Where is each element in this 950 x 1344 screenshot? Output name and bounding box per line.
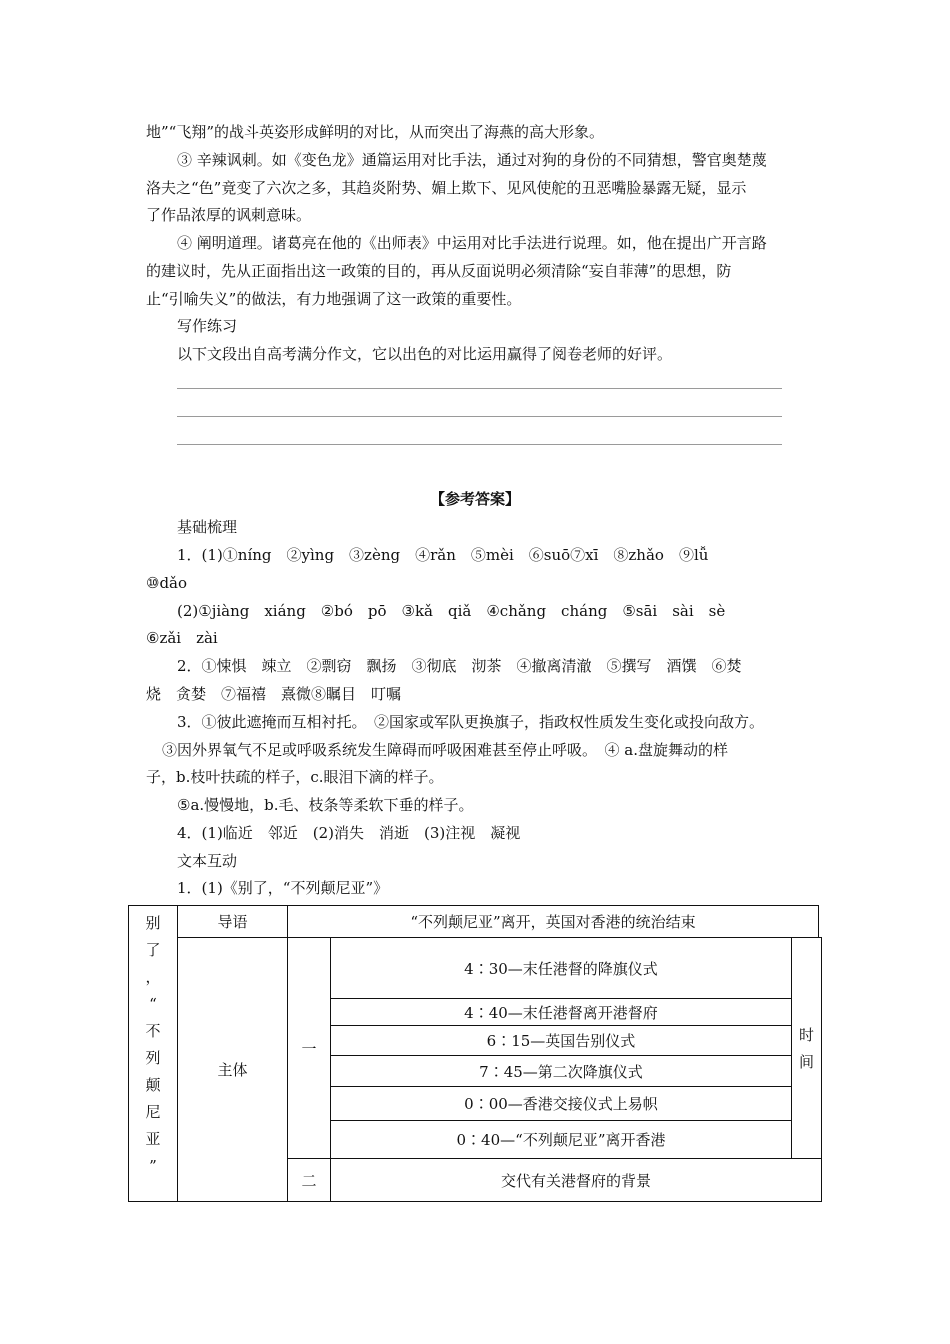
blank-line bbox=[177, 444, 782, 445]
intro-text-cell bbox=[287, 905, 819, 938]
part2-label: 二 bbox=[301, 1171, 317, 1190]
answer-line: (2)①jiàng xiáng ②bó pō ③kǎ qiǎ ④chǎng cháng ⑤sāi sài sè bbox=[177, 602, 726, 620]
section-heading: 文本互动 bbox=[177, 852, 238, 870]
part1-label: 一 bbox=[301, 1039, 317, 1058]
answer-line: 4．(1)临近 邻近 (2)消失 消逝 (3)注视 凝视 bbox=[177, 824, 521, 842]
timeline-row: 4∶30—末任港督的降旗仪式 bbox=[330, 937, 792, 999]
answer-line: ⑩dǎo bbox=[146, 574, 188, 592]
answer-line: 1．(1)《别了，“不列颠尼亚”》 bbox=[177, 879, 389, 897]
timeline-row: 0∶40—“不列颠尼亚”离开香港 bbox=[330, 1120, 792, 1159]
paragraph-line: 地”“飞翔”的战斗英姿形成鲜明的对比，从而突出了海燕的高大形象。 bbox=[146, 123, 605, 141]
paragraph-line: 洛夫之“色”竟变了六次之多，其趋炎附势、媚上欺下、见风使舵的丑恶嘴脸暴露无疑，显示 bbox=[146, 179, 747, 197]
intro-text: “不列颠尼亚”离开，英国对香港的统治结束 bbox=[410, 913, 696, 931]
timeline-row: 0∶00—香港交接仪式上易帜 bbox=[330, 1086, 792, 1121]
intro-label-cell bbox=[177, 905, 288, 938]
answer-line: ⑤a.慢慢地，b.毛、枝条等柔软下垂的样子。 bbox=[177, 796, 474, 814]
paragraph-line: 的建议时，先从正面指出这一政策的目的，再从反面说明必须清除“妄自菲薄”的思想，防 bbox=[146, 262, 732, 280]
answers-title: 【参考答案】 bbox=[429, 490, 520, 508]
paragraph-line: 了作品浓厚的讽刺意味。 bbox=[146, 206, 312, 224]
timeline-row: 4∶40—末任港督离开港督府 bbox=[330, 998, 792, 1026]
timeline-row: 7∶45—第二次降旗仪式 bbox=[330, 1055, 792, 1087]
body-label-cell bbox=[177, 937, 288, 1202]
answer-line: 3．①彼此遮掩而互相衬托。 ②国家或军队更换旗子，指政权性质发生变化或投向敌方。 bbox=[177, 713, 765, 731]
blank-line bbox=[177, 416, 782, 417]
timeline-row: 6∶15—英国告别仪式 bbox=[330, 1025, 792, 1056]
part2-text: 交代有关港督府的背景 bbox=[500, 1171, 651, 1190]
answer-line: 1．(1)①níng ②yìng ③zèng ④rǎn ⑤mèi ⑥suō⑦xī ⑧zhǎo ⑨lǚ bbox=[177, 546, 709, 564]
table-side-title: 别 了 ， “ 不 列 颠 尼 亚 ” bbox=[145, 914, 161, 1175]
paragraph-line: ③ 辛辣讽刺。如《变色龙》通篇运用对比手法，通过对狗的身份的不同猜想，警官奥楚蔑 bbox=[177, 151, 767, 169]
answer-line: ⑥zǎi zài bbox=[146, 629, 218, 647]
blank-line bbox=[177, 388, 782, 389]
answer-line: ③因外界氧气不足或呼吸系统发生障碍而呼吸困难甚至停止呼吸。 ④ a.盘旋舞动的样 bbox=[162, 741, 728, 759]
part2-label-cell bbox=[287, 1158, 331, 1202]
part1-label-cell bbox=[287, 937, 331, 1159]
answer-line: 2．①悚惧 竦立 ②剽窃 飘扬 ③彻底 沏茶 ④撤离清澈 ⑤撰写 酒馔 ⑥焚 bbox=[177, 657, 742, 675]
writing-practice-text: 以下文段出自高考满分作文，它以出色的对比运用赢得了阅卷老师的好评。 bbox=[177, 345, 673, 363]
section-heading: 基础梳理 bbox=[177, 518, 238, 536]
time-label: 时 间 bbox=[798, 1026, 814, 1071]
writing-practice-heading: 写作练习 bbox=[177, 317, 238, 335]
paragraph-line: ④ 阐明道理。诸葛亮在他的《出师表》中运用对比手法进行说理。如，他在提出广开言路 bbox=[177, 234, 767, 252]
paragraph-line: 止“引喻失义”的做法，有力地强调了这一政策的重要性。 bbox=[146, 290, 522, 308]
body-label: 主体 bbox=[217, 1061, 248, 1079]
answer-line: 子，b.枝叶扶疏的样子，c.眼泪下滴的样子。 bbox=[146, 768, 444, 786]
intro-label: 导语 bbox=[217, 913, 248, 931]
answer-line: 烧 贪婪 ⑦福禧 熹微⑧瞩目 叮嘱 bbox=[146, 685, 402, 703]
part2-text-cell bbox=[330, 1158, 822, 1202]
